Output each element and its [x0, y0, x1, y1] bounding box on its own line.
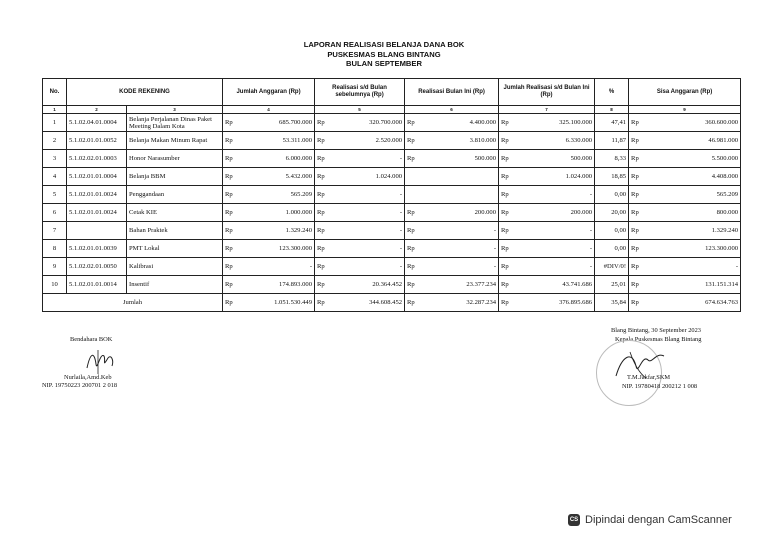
row-number: 9	[43, 258, 67, 276]
currency-label: Rp	[223, 204, 237, 222]
currency-label: Rp	[223, 168, 237, 186]
realisasi-ini: -	[419, 240, 499, 258]
persen: 11,87	[595, 132, 629, 150]
kode-rekening: 5.1.02.01.01.0052	[67, 132, 127, 150]
col-number: 8	[595, 106, 629, 114]
total-persen: 35,84	[595, 294, 629, 312]
realisasi-sebelum: 2.520.000	[329, 132, 405, 150]
persen: 8,33	[595, 150, 629, 168]
realisasi-sebelum: 20.364.452	[329, 276, 405, 294]
realisasi-ini: 200.000	[419, 204, 499, 222]
currency-label: Rp	[629, 150, 643, 168]
currency-label: Rp	[405, 150, 419, 168]
col-number: 3	[127, 106, 223, 114]
total-jumlah: 376.895.686	[513, 294, 595, 312]
sisa-anggaran: 360.600.000	[643, 114, 741, 132]
persen: 20,00	[595, 204, 629, 222]
currency-label: Rp	[315, 204, 329, 222]
kode-rekening: 5.1.02.01.01.0039	[67, 240, 127, 258]
persen: 0,00	[595, 240, 629, 258]
realisasi-ini: 500.000	[419, 150, 499, 168]
realisasi-ini	[419, 186, 499, 204]
kode-rekening: 5.1.02.01.01.0024	[67, 186, 127, 204]
currency-label: Rp	[499, 222, 513, 240]
currency-label: Rp	[405, 258, 419, 276]
header-anggaran: Jumlah Anggaran (Rp)	[223, 79, 315, 106]
sisa-anggaran: -	[643, 258, 741, 276]
currency-label: Rp	[499, 114, 513, 132]
persen: 47,41	[595, 114, 629, 132]
table-row	[43, 114, 741, 132]
total-sisa: 674.634.763	[643, 294, 741, 312]
table-row	[43, 150, 741, 168]
uraian: PMT Lokal	[127, 240, 223, 258]
table-row	[43, 204, 741, 222]
row-number: 7	[43, 222, 67, 240]
total-label: Jumlah	[43, 294, 223, 312]
row-number: 10	[43, 276, 67, 294]
uraian: Bahan Praktek	[127, 222, 223, 240]
right-signer-nip: NIP. 19780418 200212 1 008	[622, 383, 698, 390]
currency-label: Rp	[499, 186, 513, 204]
persen: 0,00	[595, 222, 629, 240]
uraian: Kalibrasi	[127, 258, 223, 276]
currency-label: Rp	[223, 294, 237, 312]
row-number: 6	[43, 204, 67, 222]
kode-rekening: 5.1.02.02.01.0003	[67, 150, 127, 168]
col-number: 6	[405, 106, 499, 114]
kode-rekening: 5.1.02.04.01.0004	[67, 114, 127, 132]
realisasi-ini: -	[419, 222, 499, 240]
anggaran: -	[237, 258, 315, 276]
left-signature-scribble	[82, 346, 122, 376]
currency-label: Rp	[315, 186, 329, 204]
anggaran: 6.000.000	[237, 150, 315, 168]
column-number-row	[43, 106, 741, 114]
table-row	[43, 258, 741, 276]
sisa-anggaran: 565.209	[643, 186, 741, 204]
sisa-anggaran: 131.151.314	[643, 276, 741, 294]
realisasi-ini: 4.400.000	[419, 114, 499, 132]
currency-label: Rp	[629, 186, 643, 204]
currency-label: Rp	[223, 186, 237, 204]
jumlah-realisasi: -	[513, 258, 595, 276]
row-number: 3	[43, 150, 67, 168]
persen: 18,85	[595, 168, 629, 186]
currency-label: Rp	[629, 294, 643, 312]
currency-label: Rp	[223, 132, 237, 150]
total-ini: 32.287.234	[419, 294, 499, 312]
currency-label: Rp	[315, 276, 329, 294]
currency-label: Rp	[499, 240, 513, 258]
realisasi-ini	[419, 168, 499, 186]
currency-label: Rp	[499, 132, 513, 150]
currency-label: Rp	[629, 204, 643, 222]
currency-label: Rp	[405, 132, 419, 150]
realisasi-sebelum: -	[329, 204, 405, 222]
currency-label: Rp	[315, 258, 329, 276]
uraian: Insentif	[127, 276, 223, 294]
camscanner-text: Dipindai dengan CamScanner	[585, 514, 732, 526]
row-number: 1	[43, 114, 67, 132]
row-number: 2	[43, 132, 67, 150]
uraian: Belanja Perjalanan Dinas Paket Meeting Dalam Kota	[127, 114, 223, 132]
currency-label: Rp	[223, 114, 237, 132]
currency-label: Rp	[223, 150, 237, 168]
jumlah-realisasi: 6.330.000	[513, 132, 595, 150]
currency-label: Rp	[223, 222, 237, 240]
col-number: 1	[43, 106, 67, 114]
total-sebelum: 344.608.452	[329, 294, 405, 312]
kode-rekening	[67, 222, 127, 240]
report-title	[0, 40, 768, 69]
currency-label: Rp	[223, 240, 237, 258]
sisa-anggaran: 4.408.000	[643, 168, 741, 186]
total-anggaran: 1.051.530.449	[237, 294, 315, 312]
anggaran: 1.329.240	[237, 222, 315, 240]
anggaran: 1.000.000	[237, 204, 315, 222]
title-line-2: PUSKESMAS BLANG BINTANG	[327, 49, 441, 59]
currency-label: Rp	[315, 114, 329, 132]
anggaran: 174.893.000	[237, 276, 315, 294]
title-line-1: LAPORAN REALISASI BELANJA DANA BOK	[303, 40, 465, 49]
table-row	[43, 222, 741, 240]
currency-label	[405, 186, 419, 204]
currency-label	[405, 168, 419, 186]
uraian: Cetak KIE	[127, 204, 223, 222]
currency-label: Rp	[315, 294, 329, 312]
jumlah-realisasi: 500.000	[513, 150, 595, 168]
anggaran: 5.432.000	[237, 168, 315, 186]
col-number: 4	[223, 106, 315, 114]
left-signer-name: Nurlaila,Amd.Keb	[64, 374, 112, 381]
currency-label: Rp	[629, 276, 643, 294]
currency-label: Rp	[315, 222, 329, 240]
currency-label: Rp	[405, 222, 419, 240]
realisasi-sebelum: 320.700.000	[329, 114, 405, 132]
kode-rekening: 5.1.02.01.01.0024	[67, 204, 127, 222]
header-sisa: Sisa Anggaran (Rp)	[629, 79, 741, 106]
persen: 0,00	[595, 186, 629, 204]
currency-label: Rp	[499, 150, 513, 168]
table-row	[43, 168, 741, 186]
uraian: Belanja Makan Minum Rapat	[127, 132, 223, 150]
currency-label: Rp	[405, 294, 419, 312]
currency-label: Rp	[499, 276, 513, 294]
realisasi-sebelum: -	[329, 240, 405, 258]
realisasi-sebelum: -	[329, 222, 405, 240]
persen: 25,01	[595, 276, 629, 294]
currency-label: Rp	[629, 258, 643, 276]
sisa-anggaran: 5.500.000	[643, 150, 741, 168]
anggaran: 685.700.000	[237, 114, 315, 132]
header-realisasi-ini: Realisasi Bulan Ini (Rp)	[405, 79, 499, 106]
header-realisasi-sebelum: Realisasi s/d Bulan sebelumnya (Rp)	[315, 79, 405, 106]
realisasi-sebelum: 1.024.000	[329, 168, 405, 186]
header-persen: %	[595, 79, 629, 106]
sisa-anggaran: 800.000	[643, 204, 741, 222]
currency-label: Rp	[499, 294, 513, 312]
jumlah-realisasi: 200.000	[513, 204, 595, 222]
currency-label: Rp	[629, 114, 643, 132]
left-signer-nip: NIP. 19750223 200701 2 018	[42, 382, 118, 389]
table-row	[43, 186, 741, 204]
jumlah-realisasi: -	[513, 186, 595, 204]
table-row	[43, 132, 741, 150]
currency-label: Rp	[315, 150, 329, 168]
uraian: Belanja BBM	[127, 168, 223, 186]
col-number: 5	[315, 106, 405, 114]
header-kode-rekening: KODE REKENING	[67, 79, 223, 106]
header-no: No.	[43, 79, 67, 106]
currency-label: Rp	[315, 168, 329, 186]
kode-rekening: 5.1.02.01.01.0014	[67, 276, 127, 294]
currency-label: Rp	[499, 168, 513, 186]
uraian: Honor Narasumber	[127, 150, 223, 168]
sisa-anggaran: 46.981.000	[643, 132, 741, 150]
total-row	[43, 294, 741, 312]
currency-label: Rp	[499, 204, 513, 222]
sisa-anggaran: 123.300.000	[643, 240, 741, 258]
anggaran: 53.311.000	[237, 132, 315, 150]
camscanner-logo-icon: CS	[568, 514, 580, 526]
currency-label: Rp	[223, 276, 237, 294]
persen: #DIV/0!	[595, 258, 629, 276]
uraian: Penggandaan	[127, 186, 223, 204]
table-header-row	[43, 79, 741, 106]
currency-label: Rp	[405, 114, 419, 132]
row-number: 8	[43, 240, 67, 258]
row-number: 5	[43, 186, 67, 204]
table-body	[43, 114, 741, 294]
sisa-anggaran: 1.329.240	[643, 222, 741, 240]
camscanner-watermark	[568, 514, 732, 526]
row-number: 4	[43, 168, 67, 186]
table-row	[43, 240, 741, 258]
anggaran: 123.300.000	[237, 240, 315, 258]
header-jumlah-realisasi: Jumlah Realisasi s/d Bulan Ini (Rp)	[499, 79, 595, 106]
realisasi-sebelum: -	[329, 258, 405, 276]
currency-label: Rp	[223, 258, 237, 276]
title-line-3: BULAN SEPTEMBER	[346, 59, 422, 68]
report-table	[42, 78, 741, 312]
realisasi-sebelum: -	[329, 186, 405, 204]
currency-label: Rp	[315, 240, 329, 258]
realisasi-ini: -	[419, 258, 499, 276]
table-row	[43, 276, 741, 294]
currency-label: Rp	[499, 258, 513, 276]
currency-label: Rp	[629, 222, 643, 240]
right-signer-role: Kepala Puskesmas Blang Bintang	[615, 336, 702, 343]
currency-label: Rp	[405, 204, 419, 222]
anggaran: 565.209	[237, 186, 315, 204]
jumlah-realisasi: 1.024.000	[513, 168, 595, 186]
realisasi-ini: 3.810.000	[419, 132, 499, 150]
jumlah-realisasi: -	[513, 240, 595, 258]
right-signer-name: T.M.Jakfar,SKM	[627, 374, 671, 381]
currency-label: Rp	[405, 276, 419, 294]
kode-rekening: 5.1.02.01.01.0004	[67, 168, 127, 186]
right-place-date: Blang Bintang, 30 September 2023	[611, 327, 701, 334]
col-number: 9	[629, 106, 741, 114]
col-number: 2	[67, 106, 127, 114]
realisasi-sebelum: -	[329, 150, 405, 168]
left-signer-role: Bendahara BOK	[70, 336, 113, 343]
realisasi-ini: 23.377.234	[419, 276, 499, 294]
currency-label: Rp	[405, 240, 419, 258]
col-number: 7	[499, 106, 595, 114]
jumlah-realisasi: -	[513, 222, 595, 240]
currency-label: Rp	[315, 132, 329, 150]
currency-label: Rp	[629, 168, 643, 186]
kode-rekening: 5.1.02.02.01.0050	[67, 258, 127, 276]
jumlah-realisasi: 43.741.686	[513, 276, 595, 294]
currency-label: Rp	[629, 132, 643, 150]
jumlah-realisasi: 325.100.000	[513, 114, 595, 132]
currency-label: Rp	[629, 240, 643, 258]
